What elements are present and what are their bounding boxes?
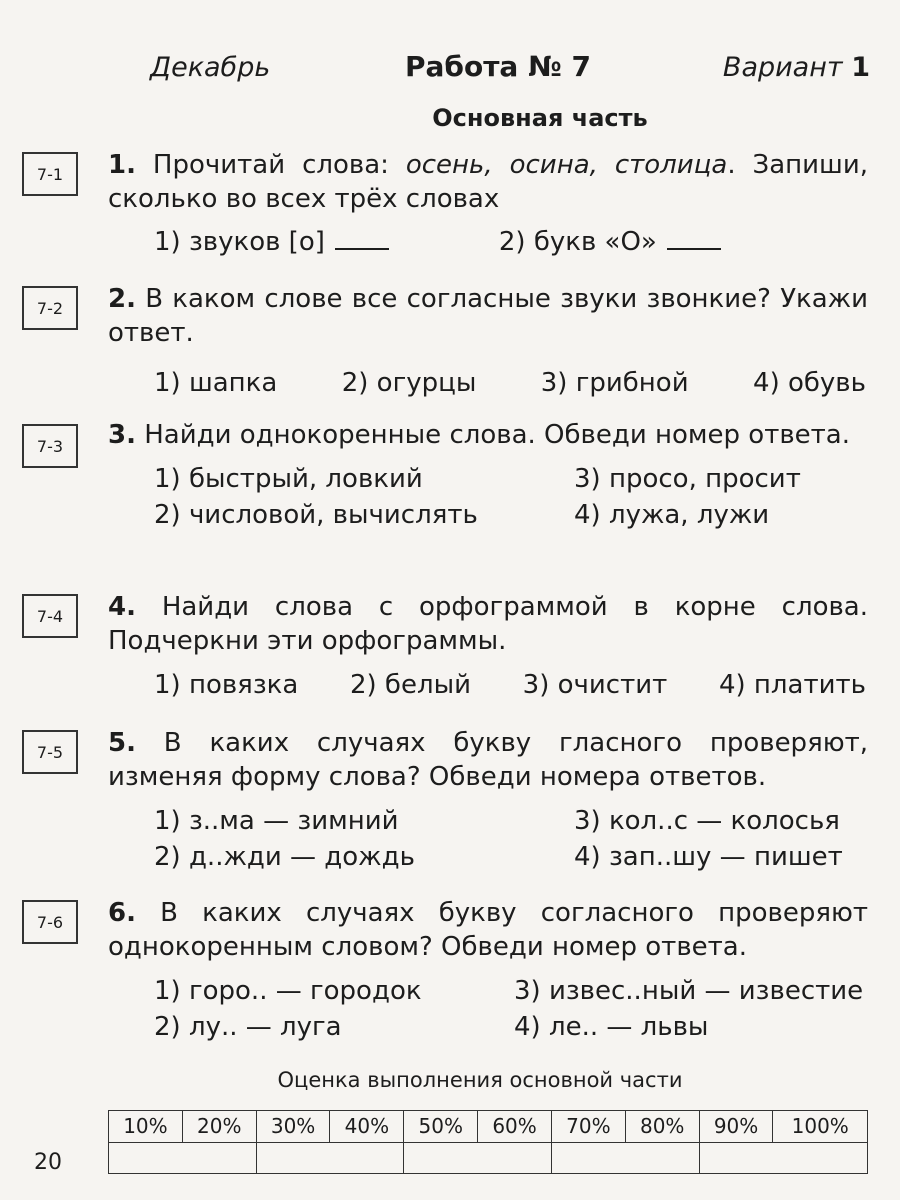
grade-percent-cell: 50% [404, 1111, 478, 1143]
option[interactable]: 1) шапка [154, 368, 278, 398]
task-question: 4. Найди слова с орфограммой в корне слова. Подчеркни эти орфограммы. [108, 592, 868, 656]
answer-blank[interactable] [335, 222, 389, 250]
grade-mark-cell[interactable] [699, 1142, 867, 1174]
option: 2) букв «О» [499, 222, 721, 259]
grade-percent-cell: 100% [773, 1111, 868, 1143]
option[interactable]: 3) извес..ный — известие [514, 976, 864, 1006]
task-6 [108, 896, 868, 1044]
page-number: 20 [34, 1150, 62, 1175]
task-question: 2. В каком слове все согласные звуки звонкие? Укажи ответ. [108, 284, 868, 348]
grade-percent-cell: 90% [699, 1111, 773, 1143]
task-options [108, 222, 868, 259]
option[interactable]: 1) повязка [154, 670, 299, 700]
task-question: 1. Прочитай слова: осень, осина, столица. Запиши, сколько во всех трёх словах [108, 150, 869, 214]
task-question: 5. В каких случаях букву гласного проверяют, изменяя форму слова? Обведи номера ответов. [108, 728, 868, 792]
option[interactable]: 4) платить [718, 670, 866, 700]
grade-percent-cell: 60% [478, 1111, 552, 1143]
page-header [140, 44, 870, 90]
grade-percent-row [109, 1111, 868, 1143]
grade-percent-cell: 10% [109, 1111, 183, 1143]
option[interactable]: 3) очистит [522, 670, 668, 700]
option: 1) звуков [о] [154, 222, 389, 259]
task-options [108, 668, 868, 702]
grade-percent-cell: 80% [625, 1111, 699, 1143]
task-options [108, 366, 868, 400]
grade-percent-cell: 30% [256, 1111, 330, 1143]
option[interactable]: 2) числовой, вычислять [154, 500, 478, 530]
task-question: 6. В каких случаях букву согласного проверяют однокоренным словом? Обведи номер ответа. [108, 898, 868, 962]
option[interactable]: 2) огурцы [341, 368, 477, 398]
grade-title: Оценка выполнения основной части [277, 1068, 683, 1092]
option[interactable]: 3) просо, просит [574, 464, 801, 494]
grade-mark-row [109, 1142, 868, 1174]
task-1 [108, 148, 868, 259]
month-label: Декабрь [150, 52, 271, 83]
answer-blank[interactable] [667, 222, 721, 250]
option[interactable]: 1) быстрый, ловкий [154, 464, 423, 494]
option[interactable]: 2) д..жди — дождь [154, 842, 415, 872]
grade-mark-cell[interactable] [404, 1142, 552, 1174]
task-code-box: 7-3 [22, 424, 78, 468]
option[interactable]: 4) ле.. — львы [514, 1012, 709, 1042]
task-2 [108, 282, 868, 400]
task-options [108, 462, 868, 532]
option[interactable]: 4) лужа, лужи [574, 500, 770, 530]
task-options [108, 804, 868, 874]
grade-percent-cell: 20% [182, 1111, 256, 1143]
variant-number: 1 [851, 52, 870, 83]
option[interactable]: 1) горо.. — городок [154, 976, 422, 1006]
option[interactable]: 1) з..ма — зимний [154, 806, 399, 836]
option[interactable]: 4) обувь [753, 368, 866, 398]
section-title: Основная часть [432, 104, 648, 132]
variant-label: Вариант 1 [722, 52, 870, 83]
work-title: Работа № 7 [405, 50, 591, 83]
task-options [108, 974, 868, 1044]
option[interactable]: 2) белый [349, 670, 471, 700]
grade-table [108, 1110, 868, 1174]
grade-percent-cell: 70% [551, 1111, 625, 1143]
task-4 [108, 590, 868, 702]
grade-mark-cell[interactable] [109, 1142, 257, 1174]
grade-mark-cell[interactable] [256, 1142, 404, 1174]
option[interactable]: 2) лу.. — луга [154, 1012, 342, 1042]
grade-mark-cell[interactable] [551, 1142, 699, 1174]
option[interactable]: 3) кол..с — колосья [574, 806, 840, 836]
task-3 [108, 418, 868, 532]
option[interactable]: 3) грибной [540, 368, 689, 398]
task-code-box: 7-5 [22, 730, 78, 774]
task-code-box: 7-6 [22, 900, 78, 944]
task-code-box: 7-2 [22, 286, 78, 330]
grade-percent-cell: 40% [330, 1111, 404, 1143]
task-code-box: 7-1 [22, 152, 78, 196]
task-question: 3. Найди однокоренные слова. Обведи номер ответа. [108, 420, 851, 450]
task-code-box: 7-4 [22, 594, 78, 638]
task-5 [108, 726, 868, 874]
option[interactable]: 4) зап..шу — пишет [574, 842, 843, 872]
